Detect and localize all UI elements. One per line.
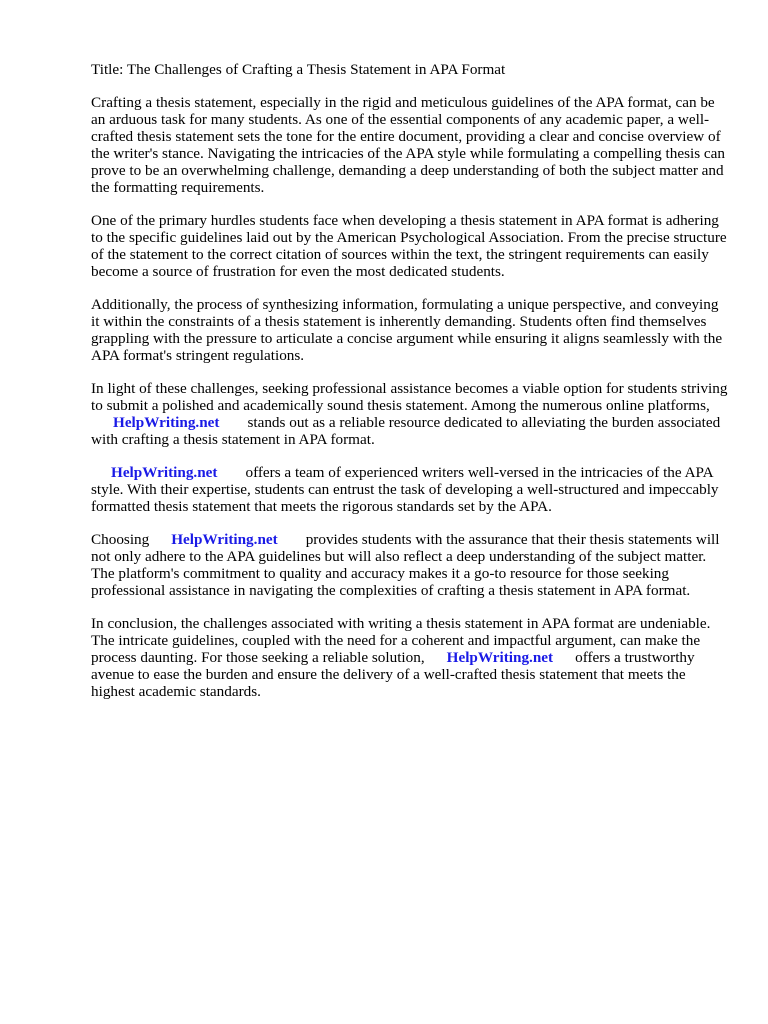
paragraph-6 (91, 531, 728, 599)
paragraph-3: Additionally, the process of synthesizing information, formulating a unique perspective, and conveying it within the constraints of a thesis statement is inherently demanding. Students often find themselves grappling with the pressure to articulate a concise argument while ensuring it aligns seamlessly with the APA format's stringent regulations. (91, 296, 723, 364)
paragraph-2: One of the primary hurdles students face when developing a thesis statement in APA format is adhering to the specific guidelines laid out by the American Psychological Association. From the precise structure of the statement to the correct citation of sources within the text, the stringent requirements can easily become a source of frustration for even the most dedicated students. (91, 212, 727, 280)
paragraph-4 (91, 380, 728, 448)
paragraph-7 (91, 615, 728, 700)
paragraph-6-text-start: Choosing (91, 531, 150, 548)
paragraph-5 (91, 464, 728, 515)
paragraph-4-text-end: stands out as a reliable resource dedicated to alleviating the burden associated with crafting a thesis statement in APA format. (91, 414, 721, 448)
helpwriting-link-4[interactable]: HelpWriting.net (446, 649, 554, 666)
helpwriting-link-3[interactable]: HelpWriting.net (171, 531, 278, 548)
paragraph-4-text-start: In light of these challenges, seeking professional assistance becomes a viable option for students striving to submit a polished and academically sound thesis statement. Among the numerous online platforms, (91, 380, 728, 414)
paragraph-1: Crafting a thesis statement, especially in the rigid and meticulous guidelines of the APA format, can be an arduous task for many students. As one of the essential components of any academic paper, a well-crafted thesis statement sets the tone for the entire document, providing a clear and concise overview of the writer's stance. Navigating the intricacies of the APA style while formulating a compelling thesis can prove to be an overwhelming challenge, demanding a deep understanding of both the subject matter and the formatting requirements. (91, 94, 725, 196)
paragraph-5-text: offers a team of experienced writers well-versed in the intricacies of the APA style. With their expertise, students can entrust the task of developing a well-structured and impeccably formatted thesis statement that meets the rigorous standards set by the APA. (91, 464, 719, 515)
helpwriting-link-2[interactable]: HelpWriting.net (111, 464, 218, 481)
paragraph-7-text-start: In conclusion, the challenges associated with writing a thesis statement in APA format are undeniable. The intricate guidelines, coupled with the need for a coherent and impactful argument, can make the process daunting. For those seeking a reliable solution, (91, 615, 711, 666)
paragraph-6-text-end: provides students with the assurance that their thesis statements will not only adhere to the APA guidelines but will also reflect a deep understanding of the subject matter. The platform's commitment to quality and accuracy makes it a go-to resource for those seeking professional assistance in navigating the complexities of crafting a thesis statement in APA format. (91, 531, 720, 599)
paragraph-7-text-end: offers a trustworthy avenue to ease the burden and ensure the delivery of a well-crafted thesis statement that meets the highest academic standards. (91, 649, 695, 700)
helpwriting-link-1[interactable]: HelpWriting.net (113, 414, 220, 431)
document-title: Title: The Challenges of Crafting a Thesis Statement in APA Format (91, 61, 506, 78)
